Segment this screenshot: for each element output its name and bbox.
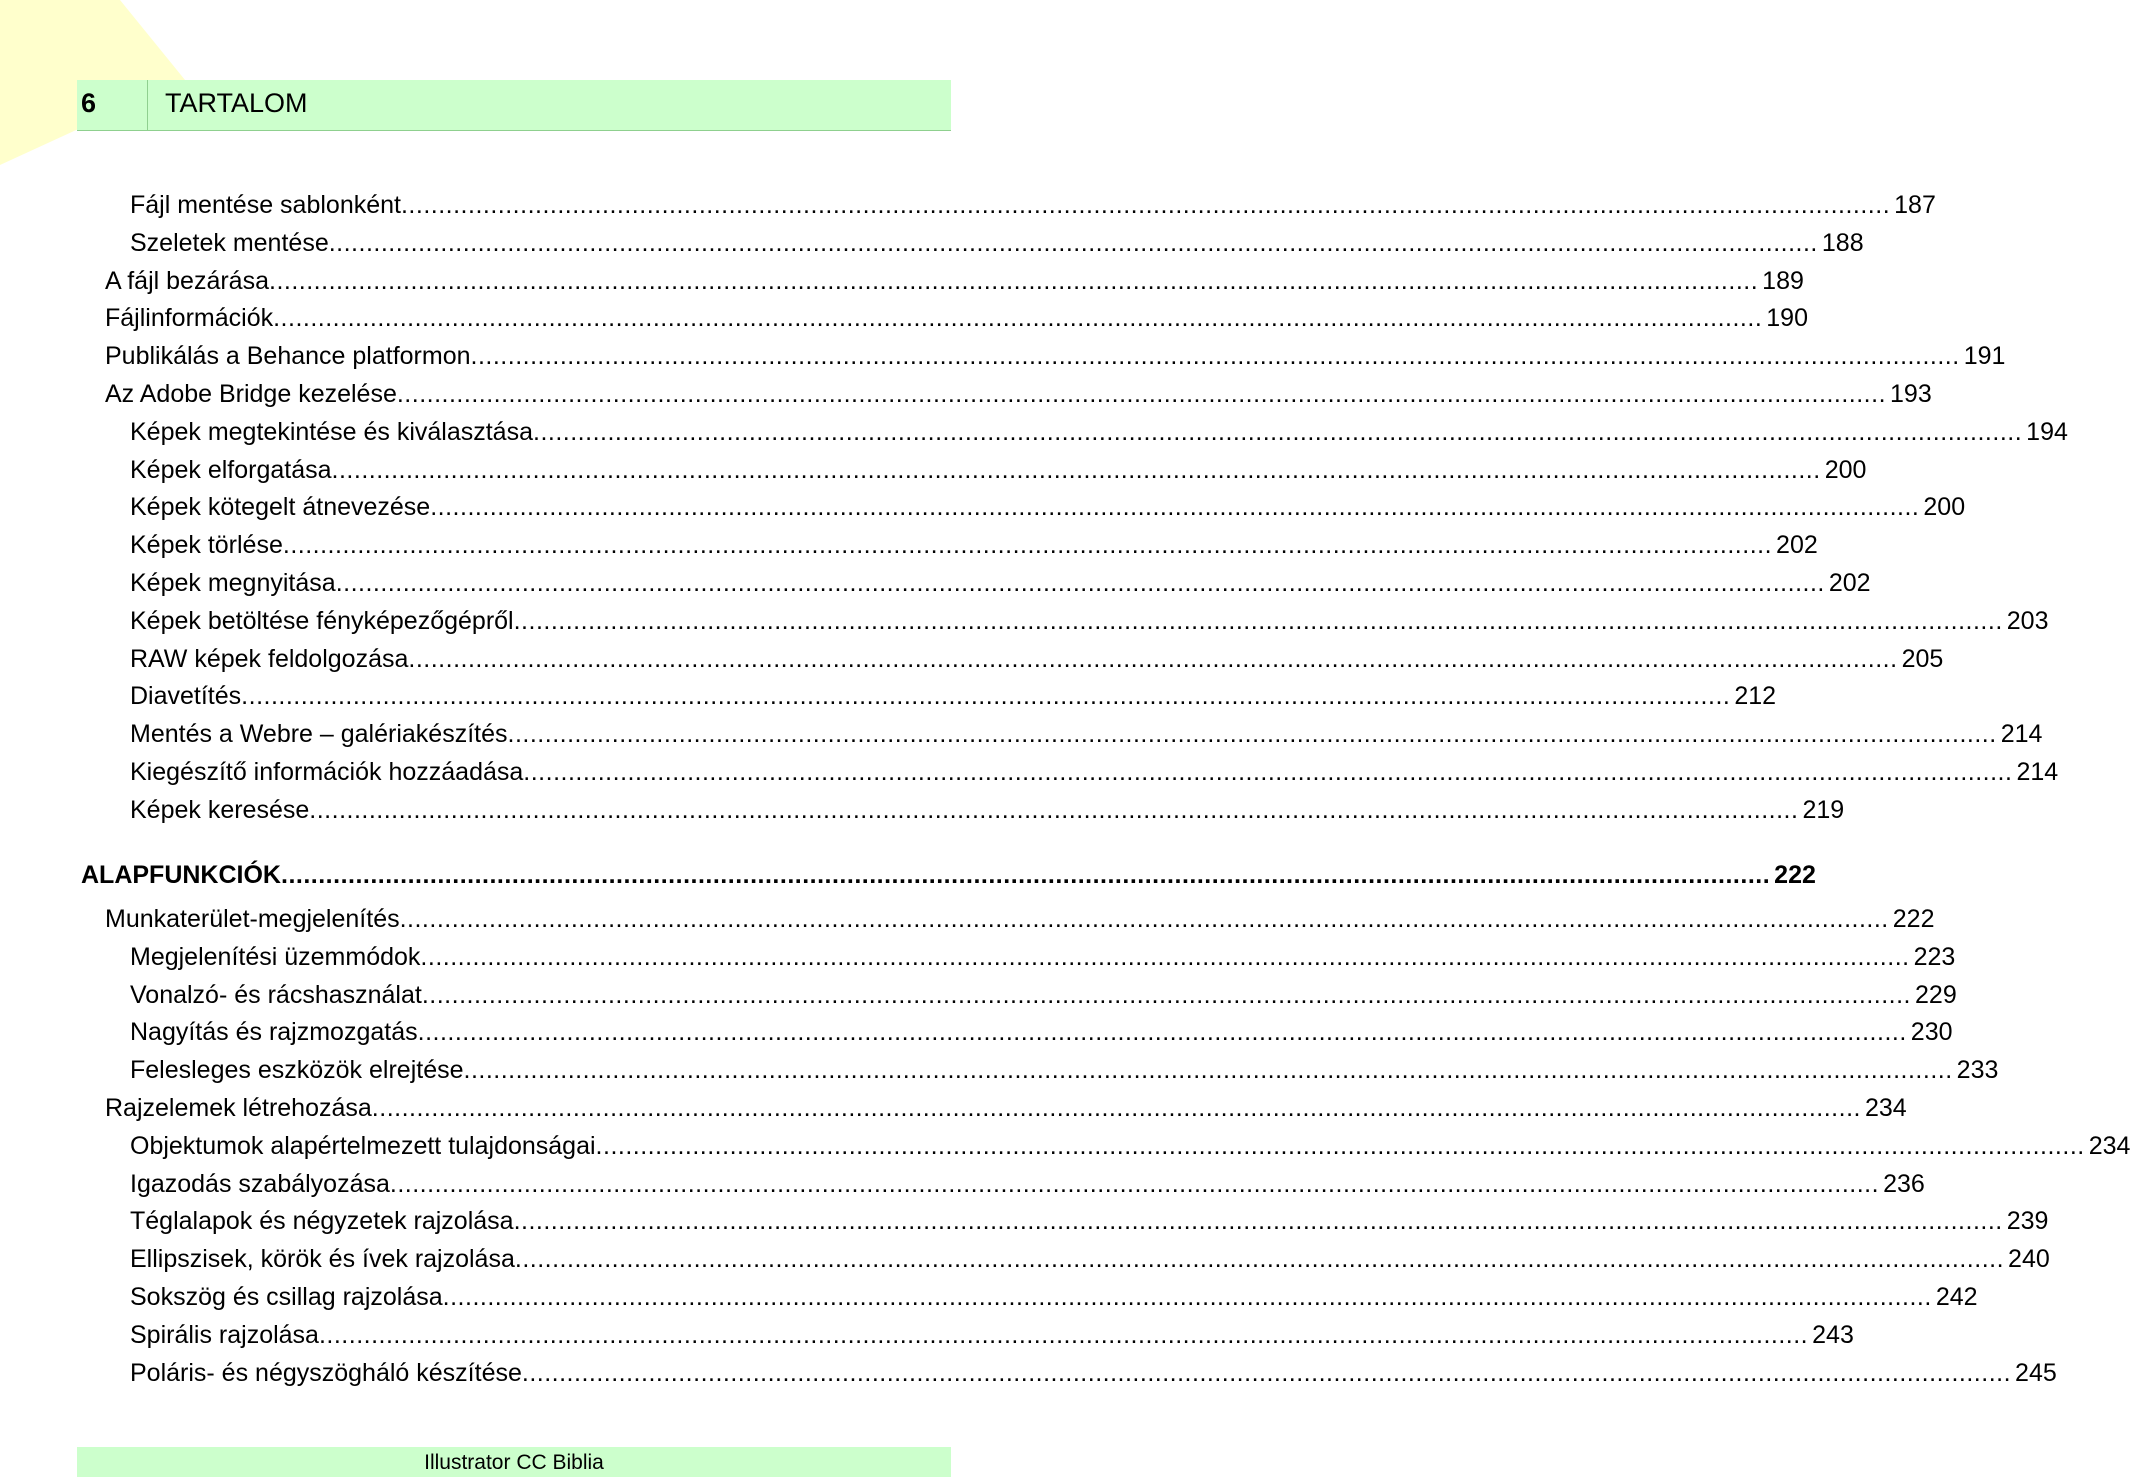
toc-entry[interactable] [130,642,1944,676]
toc-dot-leader: ........................................................................................................................................................................................................ [331,455,1821,484]
toc-entry-page: 212 [1734,682,1777,711]
toc-entry-title: Vonalzó- és rácshasználat [130,980,422,1009]
toc-dot-leader: ........................................................................................................................................................................................................ [442,1283,1932,1311]
toc-entry-title: Ellipszisek, körök és ívek rajzolása [130,1245,515,1274]
toc-entry-title: Sokszög és csillag rajzolása [130,1283,443,1311]
toc-dot-leader: ........................................................................................................................................................................................................ [533,417,2023,446]
toc-entry-title: Munkaterület-megjelenítés [105,905,400,933]
header-divider [147,80,148,131]
toc-entry-title: Objektumok alapértelmezett tulajdonságai [130,1131,596,1160]
toc-entry-title: Spirális rajzolása [130,1320,319,1349]
toc-dot-leader: ........................................................................................................................................................................................................ [241,682,1731,711]
toc-entry-page: 188 [1821,228,1864,257]
toc-entry-title: Fájlinformációk [105,304,274,333]
toc-entry[interactable] [130,755,2059,789]
toc-entry-page: 189 [1762,266,1804,295]
page-footer [77,1447,951,1477]
toc-entry[interactable] [130,1129,2130,1163]
toc-entry-page: 187 [1894,191,1936,219]
toc-entry[interactable] [130,679,1777,713]
toc-entry-page: 202 [1776,531,1818,560]
toc-dot-leader: ........................................................................................................................................................................................................ [371,1094,1861,1122]
toc-entry-title: A fájl bezárása [105,266,269,295]
toc-entry[interactable] [130,415,2068,449]
toc-entry[interactable] [105,339,2006,373]
toc-entry-page: 229 [1915,980,1957,1009]
toc-dot-leader: ........................................................................................................................................................................................................ [408,644,1898,673]
toc-entry-title: Publikálás a Behance platformon [105,342,471,371]
toc-entry-page: 203 [2006,606,2049,635]
toc-entry-page: 240 [2008,1245,2050,1274]
toc-dot-leader: ........................................................................................................................................................................................................ [389,1169,1880,1198]
toc-dot-leader: ........................................................................................................................................................................................................ [309,795,1799,824]
toc-dot-leader: ........................................................................................................................................................................................................ [318,1320,1809,1349]
toc-entry-title: Felesleges eszközök elrejtése [130,1056,464,1085]
toc-entry-page: 243 [1812,1320,1854,1349]
toc-dot-leader: ........................................................................................................................................................................................................ [273,304,1763,333]
toc-dot-leader: ........................................................................................................................................................................................................ [269,266,1759,295]
toc-entry[interactable] [130,940,1956,974]
toc-entry[interactable] [130,1318,1854,1352]
toc-entry-title: Kiegészítő információk hozzáadása [130,758,524,786]
toc-dot-leader: ........................................................................................................................................................................................................ [328,228,1818,257]
toc-entry-page: 205 [1901,644,1944,673]
toc-entry[interactable] [130,978,1957,1012]
toc-entry-page: 194 [2026,417,2068,446]
toc-entry[interactable] [130,188,1936,222]
page-number: 6 [81,88,97,118]
toc-entry-page: 219 [1802,795,1845,824]
page-title: TARTALOM [165,88,308,118]
toc-dot-leader: ........................................................................................................................................................................................................ [514,1245,2005,1274]
toc-dot-leader: ........................................................................................................................................................................................................ [470,342,1960,371]
toc-dot-leader: ........................................................................................................................................................................................................ [335,569,1825,597]
toc-entry[interactable] [105,264,1804,298]
toc-entry-page: 233 [1956,1056,1999,1085]
toc-entry[interactable] [130,226,1864,260]
toc-entry-page: 234 [1864,1094,1907,1122]
toc-dot-leader: ........................................................................................................................................................................................................ [595,1131,2085,1160]
toc-dot-leader: ........................................................................................................................................................................................................ [400,191,1891,219]
toc-dot-leader: ........................................................................................................................................................................................................ [282,531,1773,560]
toc-entry[interactable] [130,1280,1978,1314]
toc-entry-page: 193 [1890,380,1932,408]
toc-entry[interactable] [130,1204,2049,1238]
toc-dot-leader: ........................................................................................................................................................................................................ [417,1018,1907,1047]
toc-entry[interactable] [130,793,1845,827]
toc-entry-title: Képek kötegelt átnevezése [130,493,431,522]
toc-entry[interactable] [105,902,1935,936]
toc-entry[interactable] [130,1242,2050,1276]
toc-dot-leader: ........................................................................................................................................................................................................ [399,905,1889,933]
toc-entry-title: Diavetítés [130,682,242,711]
toc-entry-page: 242 [1935,1283,1978,1311]
toc-entry[interactable] [130,566,1871,600]
toc-entry-page: 190 [1766,304,1808,333]
toc-dot-leader: ........................................................................................................................................................................................................ [507,720,1997,749]
toc-entry[interactable] [105,1091,1907,1125]
toc-entry-page: 245 [2015,1358,2057,1387]
toc-dot-leader: ........................................................................................................................................................................................................ [421,980,1912,1009]
toc-entry-title: Képek törlése [130,531,283,560]
toc-dot-leader: ........................................................................................................................................................................................................ [521,1358,2012,1387]
toc-entry-page: 239 [2006,1207,2049,1236]
toc-entry-title: Az Adobe Bridge kezelése [105,380,397,408]
toc-entry[interactable] [130,453,1867,487]
toc-entry-title: Poláris- és négyszögháló készítése [130,1358,522,1387]
toc-entry[interactable] [130,1356,2057,1390]
toc-entry-page: 200 [1923,493,1966,522]
toc-entry-page: 223 [1913,942,1956,971]
toc-entry-title: Fájl mentése sablonként [130,191,401,219]
toc-entry-title: Igazodás szabályozása [130,1169,390,1198]
toc-entry-page: 222 [1892,905,1935,933]
toc-entry[interactable] [130,528,1818,562]
toc-entry[interactable] [130,717,2043,751]
toc-dot-leader: ........................................................................................................................................................................................................ [420,942,1910,971]
toc-entry-page: 234 [2088,1131,2130,1160]
toc-entry-page: 214 [2000,720,2043,749]
toc-dot-leader: ........................................................................................................................................................................................................ [396,380,1887,408]
toc-dot-leader: ........................................................................................................................................................................................................ [513,606,2003,635]
toc-entry-title: Megjelenítési üzemmódok [130,942,421,971]
toc-entry-page: 200 [1824,455,1867,484]
toc-entry[interactable] [130,1015,1953,1049]
toc-entry-title: Képek betöltése fényképezőgépről [130,606,514,635]
toc-entry[interactable] [130,490,1966,524]
toc-entry-title: Rajzelemek létrehozása [105,1094,372,1122]
toc-entry[interactable] [130,1167,1925,1201]
toc-entry-title: Képek keresése [130,795,310,824]
toc-entry-title: Téglalapok és négyzetek rajzolása [130,1207,514,1236]
toc-entry-title: Nagyítás és rajzmozgatás [130,1018,418,1047]
toc-entry[interactable] [130,1053,1999,1087]
toc-dot-leader: ........................................................................................................................................................................................................ [523,758,2013,786]
toc-entry-title: Képek megnyitása [130,569,336,597]
toc-entry-title: Képek megtekintése és kiválasztása [130,417,533,446]
toc-entry-title: Szeletek mentése [130,228,329,257]
toc-dot-leader: ........................................................................................................................................................................................................ [430,493,1920,522]
toc-entry[interactable] [105,301,1808,335]
toc-entry-title: Mentés a Webre – galériakészítés [130,720,508,749]
toc-entry[interactable] [105,377,1932,411]
toc-dot-leader: ........................................................................................................................................................................................................ [281,861,1771,889]
footer-text: Illustrator CC Biblia [424,1451,604,1474]
toc-entry-title: RAW képek feldolgozása [130,644,409,673]
toc-dot-leader: ........................................................................................................................................................................................................ [463,1056,1953,1085]
toc-entry-page: 214 [2016,758,2059,786]
toc-entry-page: 230 [1910,1018,1953,1047]
toc-entry-page: 191 [1963,342,2006,371]
toc-entry-page: 222 [1774,861,1816,889]
toc-entry-title: Képek elforgatása [130,455,332,484]
toc-entry-page: 202 [1828,569,1871,597]
toc-entry-page: 236 [1883,1169,1925,1198]
toc-section-heading[interactable] [81,858,1816,892]
toc-dot-leader: ........................................................................................................................................................................................................ [513,1207,2003,1236]
toc-entry-title: ALAPFUNKCIÓK [81,861,281,889]
toc-entry[interactable] [130,604,2049,638]
